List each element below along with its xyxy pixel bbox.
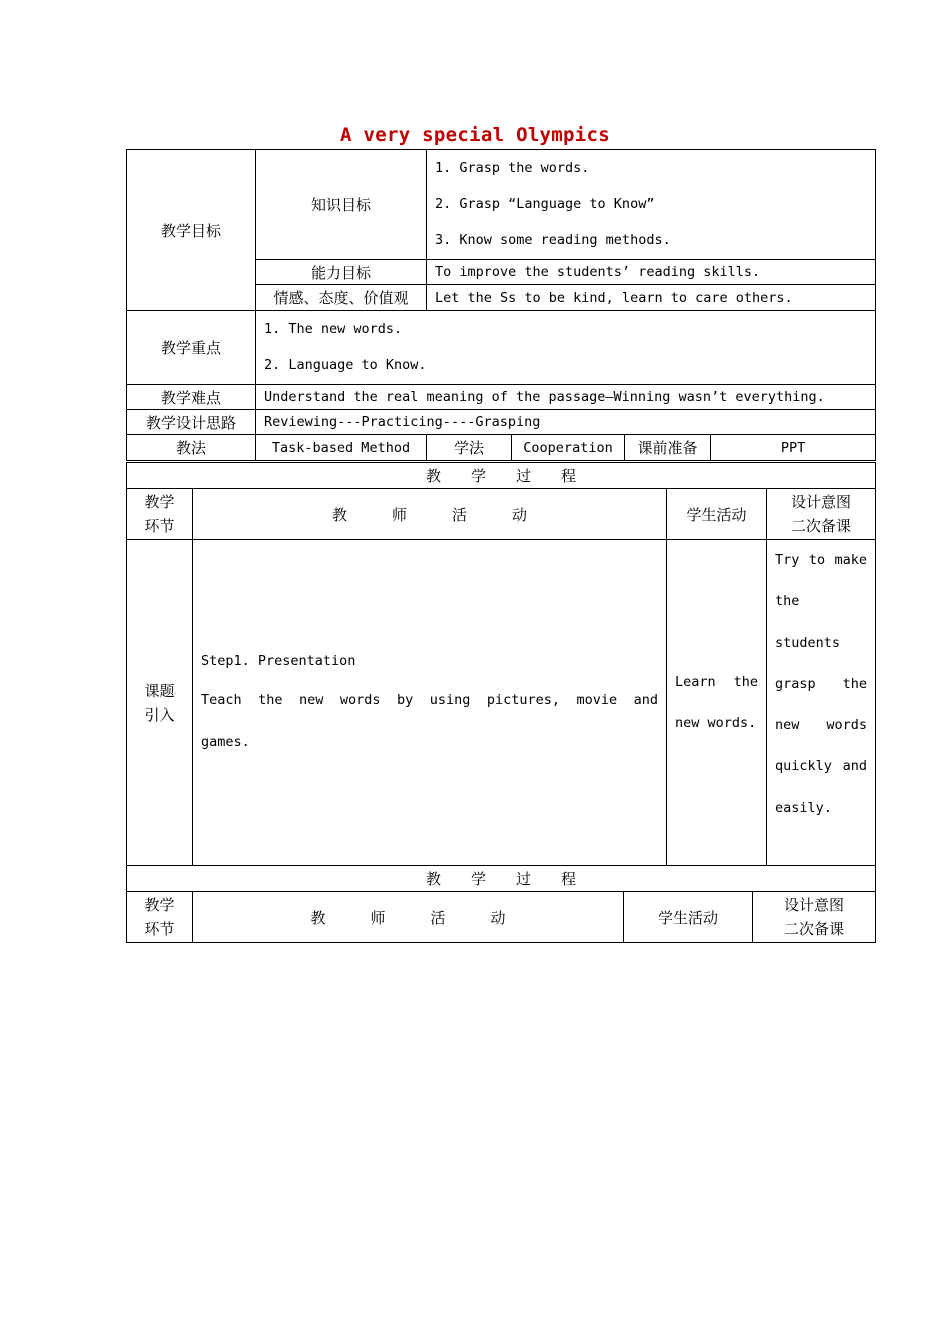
col-design-header-2: [753, 892, 876, 943]
teacher-step: Step1. Presentation: [201, 652, 356, 669]
key-point-item: 1. The new words.: [264, 321, 403, 337]
stage-cell: [127, 540, 193, 866]
preparation-value: PPT: [711, 435, 876, 461]
document-title: A very special Olympics: [340, 124, 610, 146]
difficulties-label: 教学难点: [127, 385, 256, 410]
ability-label: 能力目标: [256, 260, 427, 285]
teacher-text: Teach the new words by using pictures, movie and games.: [201, 691, 658, 750]
student-text: Learn the new words.: [675, 673, 758, 731]
col-design-text-2: 设计意图二次备课: [783, 896, 844, 938]
key-points-items: [256, 311, 876, 385]
preparation-label: 课前准备: [625, 435, 711, 461]
lesson-overview-table: [126, 149, 876, 461]
col-stage-header-2: [127, 892, 193, 943]
learning-method-label: 学法: [427, 435, 512, 461]
design-intent-cell: [767, 540, 876, 866]
col-stage-header: [127, 489, 193, 540]
difficulties-text: Understand the real meaning of the passage—Winning wasn’t everything.: [256, 385, 876, 410]
stage-text: 课题引入: [144, 681, 175, 724]
design-text: Reviewing---Practicing----Grasping: [256, 410, 876, 435]
key-point-item: 2. Language to Know.: [264, 357, 427, 373]
emotion-label: 情感、态度、价值观: [256, 285, 427, 311]
teaching-method-label: 教法: [127, 435, 256, 461]
col-teacher-header: 教 师 活 动: [193, 489, 667, 540]
knowledge-item: 2. Grasp “Language to Know”: [435, 196, 655, 212]
col-stage-text-2: 教学环节: [144, 896, 175, 938]
knowledge-items: [427, 150, 876, 260]
col-design-text: 设计意图二次备课: [790, 493, 851, 535]
teacher-activity-cell: [193, 540, 667, 866]
knowledge-label: 知识目标: [256, 150, 427, 260]
key-points-label: 教学重点: [127, 311, 256, 385]
col-design-header: [767, 489, 876, 540]
design-intent-text: Try to make the students grasp the new words quickly and easily.: [775, 552, 868, 816]
student-activity-cell: [667, 540, 767, 866]
knowledge-item: 3. Know some reading methods.: [435, 232, 671, 248]
col-teacher-header-2: 教 师 活 动: [193, 892, 624, 943]
emotion-text: Let the Ss to be kind, learn to care others.: [427, 285, 876, 311]
col-stage-text: 教学环节: [144, 493, 175, 535]
process-heading: 教 学 过 程: [127, 463, 876, 489]
objectives-label: 教学目标: [127, 150, 256, 311]
process-table-2: [126, 865, 876, 943]
process-table: [126, 462, 876, 866]
knowledge-item: 1. Grasp the words.: [435, 160, 590, 176]
col-student-header: 学生活动: [667, 489, 767, 540]
process-heading-2: 教 学 过 程: [127, 866, 876, 892]
teaching-method-value: Task-based Method: [256, 435, 427, 461]
ability-text: To improve the students’ reading skills.: [427, 260, 876, 285]
learning-method-value: Cooperation: [512, 435, 625, 461]
col-student-header-2: 学生活动: [624, 892, 753, 943]
design-label: 教学设计思路: [127, 410, 256, 435]
